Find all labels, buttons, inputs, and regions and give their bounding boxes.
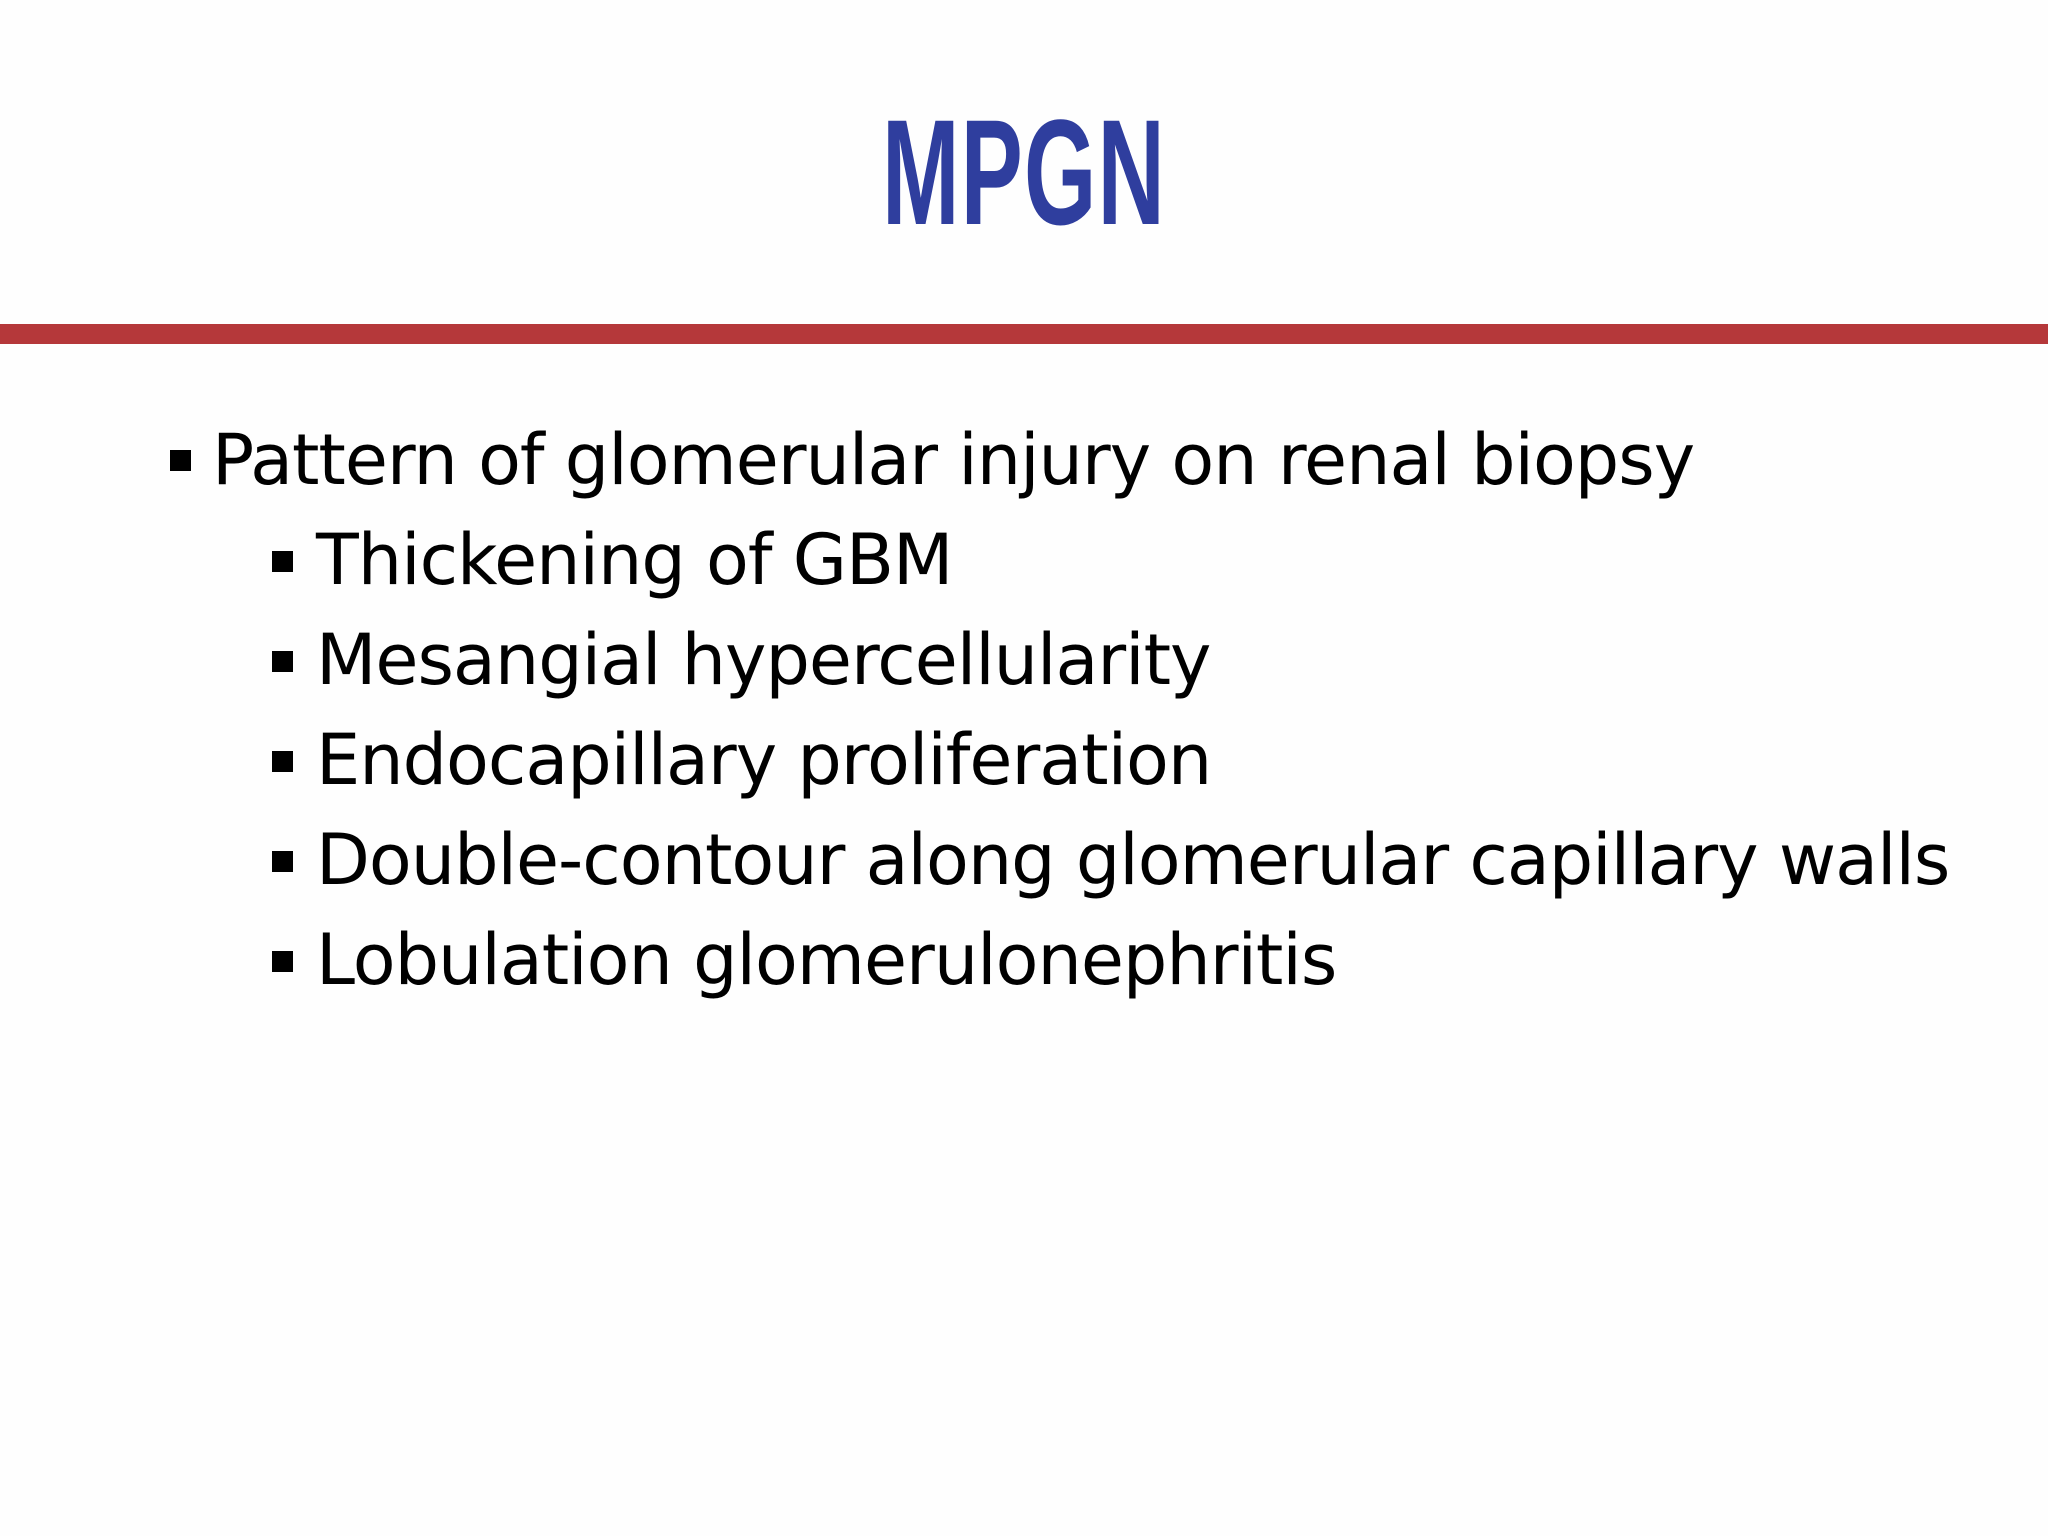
bullet-item-level2: Endocapillary proliferation <box>316 719 1212 801</box>
bullet-item-level2: Mesangial hypercellularity <box>316 619 1211 701</box>
square-bullet-icon <box>272 651 293 672</box>
bullet-item-level1: Pattern of glomerular injury on renal biopsy <box>212 419 1695 501</box>
square-bullet-icon <box>272 951 293 972</box>
square-bullet-icon <box>272 851 293 872</box>
bullet-item-level2: Double-contour along glomerular capillary walls <box>316 819 1950 901</box>
square-bullet-icon <box>170 450 191 471</box>
slide-title: MPGN <box>882 88 1166 256</box>
square-bullet-icon <box>272 551 293 572</box>
square-bullet-icon <box>272 751 293 772</box>
bullet-item-level2: Thickening of GBM <box>316 519 953 601</box>
bullet-item-level2: Lobulation glomerulonephritis <box>316 919 1337 1001</box>
